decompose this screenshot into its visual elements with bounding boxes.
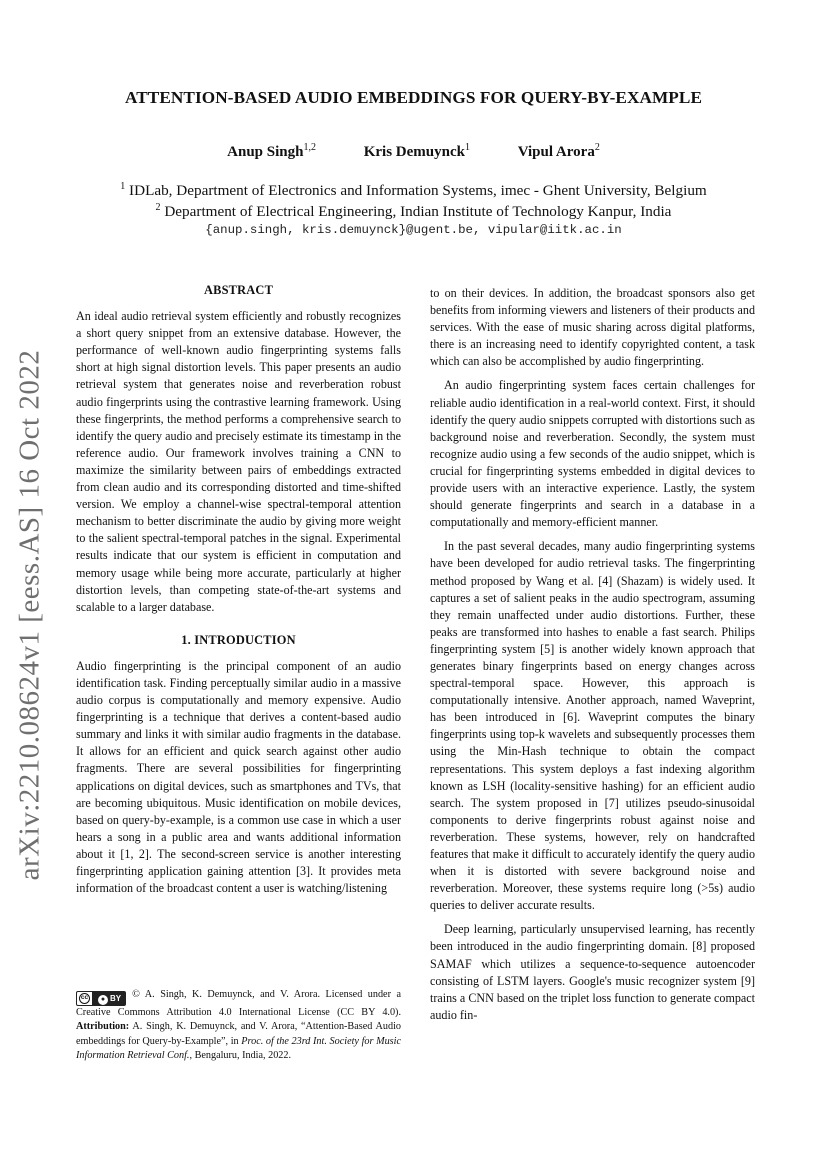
intro-paragraph-continued: to on their devices. In addition, the broadcast sponsors also get benefits from informing viewers and listeners of their products and services. With the ease of music sharing across digital platforms, there is an increasing need to identify copyrighted content, a task which can also be accomplished by audio fingerprinting. — [430, 286, 755, 369]
attribution-text: A. Singh, K. Demuynck, and V. Arora, “Attention-Based Audio embeddings for Query-by-Example”, in — [76, 1021, 402, 1047]
author: Kris Demuynck$^1$ — [363, 142, 470, 160]
license-text: © A. Singh, K. Demuynck, and V. Arora. Licensed under a Creative Commons Attribution 4.0 International License (CC BY 4.0). — [76, 989, 401, 1018]
author: Vipul Arora$^2$ — [517, 142, 600, 160]
intro-paragraph: In the past several decades, many audio fingerprinting systems have been developed for audio retrieval tasks. The fingerprinting method proposed by Wang et al. [4] (Shazam) is widely used. It captures a set of salient peaks in the audio spectrogram, assuming they remain unaffected under audio distortions. Further, these peaks are transformed into hashes to enable a fast search. Philips fingerprinting system [5] is another widely known approach that generates binary fingerprints based on energy changes across spectral-temporal space. However, this approach is computationally intensive. Another approach, named Waveprint, has been introduced in [6]. Waveprint computes the binary fingerprints using top-k wavelets and subsequently processes them using the Min-Hash technique to obtain the compact representations. This system deploys a fast indexing algorithm known as LSH (locality-sensitive hashing) for an efficient audio search. The system proposed in [7] utilizes pseudo-sinusoidal components to derive fingerprints robust against noise and reverberation. These systems, however, rely on handcrafted features that make it difficult to accurately identify the query audio when it is distorted with severe background noise and reverberation. Moreover, these systems require long (>5s) audio queries to deliver accurate results. — [430, 539, 755, 913]
author-list — [0, 142, 827, 161]
arxiv-sidebar — [0, 0, 54, 1169]
by-icon: ● BY — [92, 992, 125, 1005]
cc-by-badge-icon — [76, 991, 126, 1006]
intro-paragraph: Deep learning, particularly unsupervised learning, has recently been introduced in the audio fingerprinting domain. [8] proposed SAMAF which utilizes a sequence-to-sequence autoencoder consisting of LSTM layers. Google's music recognizer system [9] trains a CNN based on the triplet loss function to generate compact audio fin- — [430, 922, 755, 1022]
right-column — [430, 285, 755, 1024]
affiliation: $^2$ Department of Electrical Engineering, Indian Institute of Technology Kanpur, India — [155, 202, 672, 221]
abstract-heading: ABSTRACT — [203, 283, 274, 297]
abstract-text: An ideal audio retrieval system efficiently and robustly recognizes a short query snippet from an extensive database. However, the performance of well-known audio fingerprinting systems falls short at high signal distortion levels. This paper presents an audio retrieval system that generates noise and reverberation robust audio fingerprints using the contrastive learning framework. Using these fingerprints, the method performs a comprehensive search to identify the query audio and precisely estimate its timestamp in the reference audio. Our framework involves training a CNN to maximize the similarity between pairs of embeddings extracted from clean audio and its corresponding distorted and time-shifted version. We employ a channel-wise spectral-temporal attention mechanism to better discriminate the audio by giving more weight to the salient spectral-temporal patches in the signal. Experimental results indicate that our system is efficient in computation and memory usage while being more accurate, particularly at higher distortion levels, than competing state-of-the-art systems and scalable to a larger database. — [76, 309, 401, 614]
license-footnote — [76, 988, 401, 1063]
arxiv-stamp: arXiv:2210.08624v1 [eess.AS] 16 Oct 2022 — [13, 349, 46, 881]
person-icon: ● — [98, 995, 108, 1005]
paper-title: ATTENTION-BASED AUDIO EMBEDDINGS FOR QUERY-BY-EXAMPLE — [124, 88, 703, 107]
affiliation: $^1$ IDLab, Department of Electronics and Information Systems, imec - Ghent University, Belgium — [120, 181, 707, 200]
cc-logo-icon: cc — [79, 993, 90, 1004]
author-emails: {anup.singh, kris.demuynck}@ugent.be, vipular@iitk.ac.in — [205, 223, 622, 237]
introduction-heading: 1. INTRODUCTION — [181, 632, 296, 647]
venue-text: , Bengaluru, India, 2022. — [189, 1049, 292, 1061]
proceedings-name: Proc. of the 23rd Int. Society for Music Information Retrieval Conf. — [76, 1035, 402, 1061]
intro-paragraph: Audio fingerprinting is the principal component of an audio identification task. Finding perceptually similar audio in a massive audio corpus is computationally and memory expensive. Audio fingerprinting is a technique that derives a content-based audio summary and links it with similar audio fragments in the database. It allows for an efficient and quick search against other audio fragments. There are several possibilities for fingerprinting applications on digital devices, such as smartphones and TVs, that are becoming ubiquitous. Music identification on mobile devices, based on query-by-example, is a common use case in which a user hears a song in a public area and wants additional information about it [1, 2]. The second-screen service is another interesting fingerprinting application gaining attention [3]. It provides meta information of the broadcast content a user is watching/listening — [76, 658, 401, 896]
attribution-label: Attribution: — [76, 1021, 130, 1033]
intro-paragraph: An audio fingerprinting system faces certain challenges for reliable audio identification in a real-world context. First, it should identify the query audio snippets corrupted with distortions such as background noise and reverberation. Secondly, the system must recognize audio using a few seconds of the audio snippet, which is crucial for fingerprinting systems embedded in digital devices to provide users with an interactive experience. Lastly, the system should generate fingerprints and search in a database in a computationally and memory-efficient manner. — [430, 378, 755, 530]
author: Anup Singh$^{1,2}$ — [227, 142, 316, 160]
left-column — [76, 282, 401, 897]
